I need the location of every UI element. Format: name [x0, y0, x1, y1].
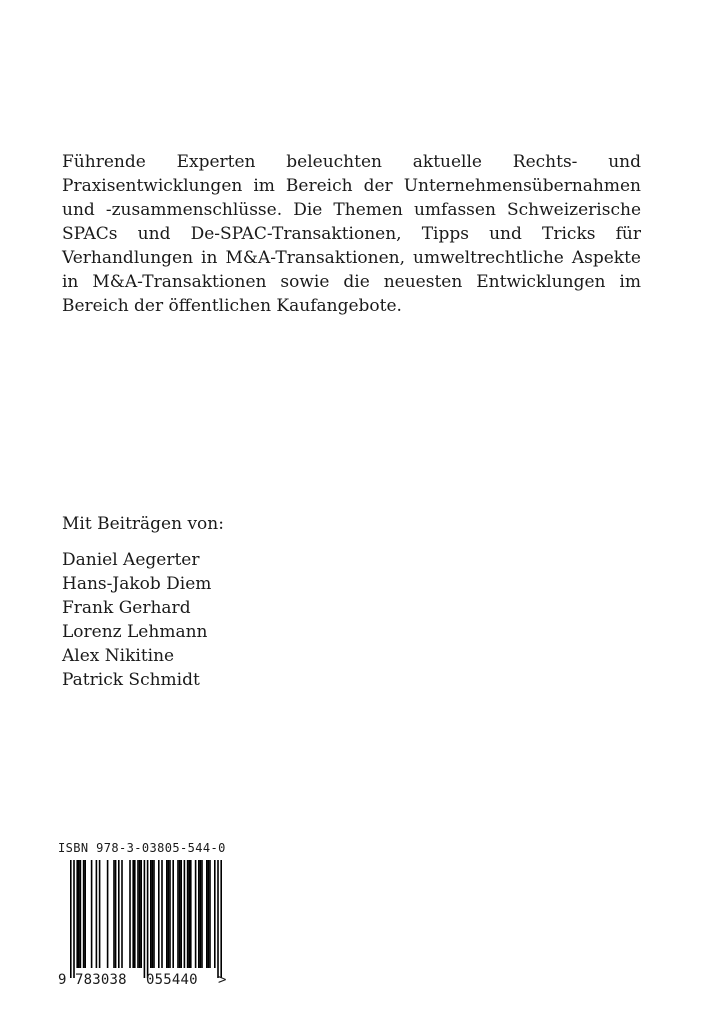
contributors-heading: Mit Beiträgen von:: [62, 514, 224, 534]
barcode-digits: [58, 970, 228, 990]
barcode-bar: [121, 860, 123, 968]
barcode-bar: [166, 860, 168, 968]
contributors-list: [62, 548, 211, 692]
barcode-bar: [139, 860, 141, 968]
barcode-first-digit: 9: [58, 972, 67, 988]
back-cover-blurb: Führende Experten beleuchten aktuelle Rechts- und Praxisentwicklungen im Bereich der Unternehmensübernahmen und -zusammenschlüsse. Die Themen umfassen Schweizerische SPACs und De-SPAC-Transaktionen, Tipps und Tricks für Verhandlungen in M&A-Transaktionen, umweltrechtliche Aspekte in M&A-Transaktionen sowie die neuesten Entwicklungen im Bereich der öffentlichen Kaufangebote.: [62, 152, 641, 316]
barcode-right-group: 055440: [146, 972, 198, 988]
isbn-block: [58, 840, 228, 992]
barcode-bars: [58, 860, 228, 982]
barcode-bar: [180, 860, 182, 968]
barcode-bar: [220, 860, 222, 978]
barcode-bar: [115, 860, 117, 968]
barcode: [58, 860, 228, 992]
barcode-bar: [168, 860, 170, 968]
barcode-bar: [184, 860, 186, 968]
barcode-bar: [140, 860, 142, 968]
barcode-bar: [200, 860, 202, 968]
contributor-name: Lorenz Lehmann: [62, 622, 208, 642]
barcode-bar: [113, 860, 115, 968]
barcode-bar: [158, 860, 160, 968]
barcode-bar: [78, 860, 80, 968]
barcode-bar: [84, 860, 86, 968]
barcode-arrow: >: [218, 972, 227, 988]
barcode-bar: [150, 860, 152, 968]
barcode-bar: [198, 860, 200, 968]
barcode-bar: [195, 860, 197, 968]
barcode-bar: [73, 860, 75, 978]
contributor-name: Daniel Aegerter: [62, 550, 200, 570]
barcode-bar: [217, 860, 219, 978]
barcode-bar: [147, 860, 149, 978]
barcode-bar: [83, 860, 85, 968]
barcode-bar: [187, 860, 189, 968]
barcode-bar: [172, 860, 174, 968]
barcode-bar: [80, 860, 82, 968]
barcode-bar: [118, 860, 120, 968]
barcode-bar: [153, 860, 155, 968]
barcode-bar: [190, 860, 192, 968]
contributor-name: Alex Nikitine: [62, 646, 175, 666]
barcode-bar: [179, 860, 181, 968]
barcode-bar: [91, 860, 93, 968]
barcode-bar: [201, 860, 203, 968]
contributor-name: Hans-Jakob Diem: [62, 574, 212, 594]
barcode-bar: [137, 860, 139, 968]
barcode-bar: [107, 860, 109, 968]
barcode-bar: [76, 860, 78, 968]
barcode-bar: [99, 860, 101, 968]
barcode-bar: [214, 860, 216, 968]
barcode-bar: [152, 860, 154, 968]
barcode-bar: [169, 860, 171, 968]
barcode-bar: [177, 860, 179, 968]
barcode-bar: [129, 860, 131, 968]
barcode-left-group: 783038: [75, 972, 127, 988]
barcode-bar: [206, 860, 208, 968]
barcode-bar: [188, 860, 190, 968]
barcode-bar: [161, 860, 163, 968]
barcode-bar: [96, 860, 98, 968]
barcode-bar: [134, 860, 136, 968]
barcode-bar: [208, 860, 210, 968]
contributor-name: Frank Gerhard: [62, 598, 191, 618]
barcode-bar: [132, 860, 134, 968]
barcode-bar: [70, 860, 72, 978]
barcode-bar: [144, 860, 146, 978]
contributor-name: Patrick Schmidt: [62, 670, 200, 690]
barcode-bar: [209, 860, 211, 968]
isbn-label: ISBN 978-3-03805-544-0: [58, 841, 226, 855]
